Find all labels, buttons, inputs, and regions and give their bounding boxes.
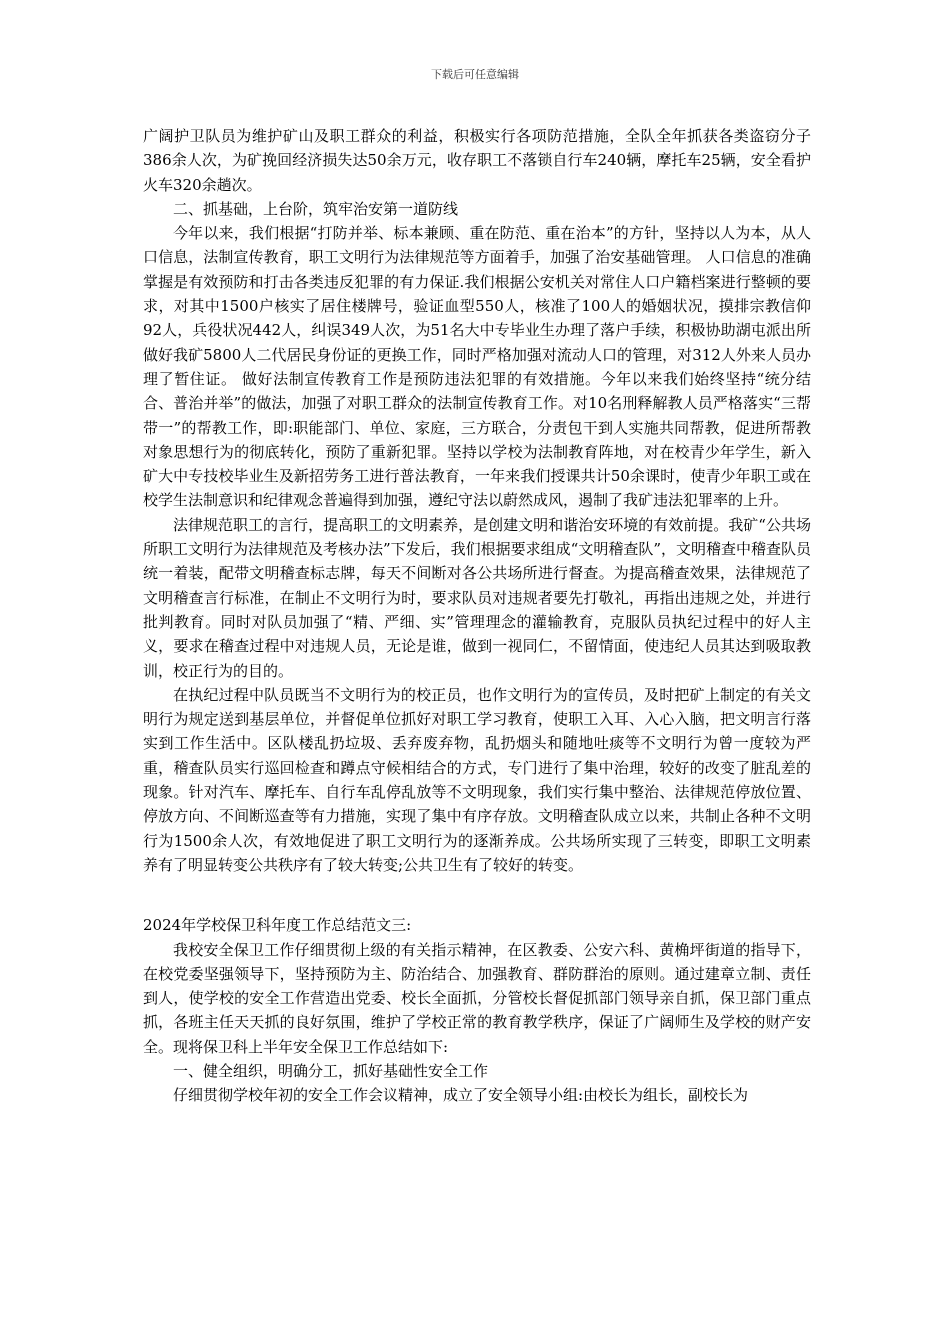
paragraph-6: 仔细贯彻学校年初的安全工作会议精神，成立了安全领导小组:由校长为组长，副校长为: [173, 1086, 749, 1105]
paragraph-1: 广阔护卫队员为维护矿山及职工群众的利益，积极实行各项防范措施，全队全年抓获各类盗窃分子386余人次，为矿挽回经济损失达50余万元，收存职工不落锁自行车240辆，摩托车25辆，安全看护火车320余趟次。: [143, 127, 811, 194]
page-header: 下载后可任意编辑: [431, 68, 519, 81]
paragraph-5: 我校安全保卫工作仔细贯彻上级的有关指示精神，在区教委、公安六科、黄桷坪街道的指导下，在校党委坚强领导下，坚持预防为主、防治结合、加强教育、群防群治的原则。通过建章立制、责任到人，使学校的安全工作营造出党委、校长全面抓，分管校长督促抓部门领导亲自抓，保卫部门重点抓，各班主任天天抓的良好氛围，维护了学校正常的教育教学秩序，保证了广阔师生及学校的财产安全。现将保卫科上半年安全保卫工作总结如下:: [143, 940, 811, 1056]
section-gap: [143, 877, 811, 913]
section-heading-1: 一、健全组织，明确分工，抓好基础性安全工作: [173, 1061, 489, 1080]
document-body: [143, 124, 811, 1108]
article-title-3: 2024年学校保卫科年度工作总结范文三:: [143, 916, 412, 935]
paragraph-3: 法律规范职工的言行，提高职工的文明素养，是创建文明和谐治安环境的有效前提。我矿“公共场所职工文明行为法律规范及考核办法”下发后，我们根据要求组成“文明稽查队”，文明稽查中稽查队员统一着装，配带文明稽查标志牌，每天不间断对各公共场所进行督查。为提高稽查效果，法律规范了文明稽查言行标准，在制止不文明行为时，要求队员对违规者要先打敬礼，再指出违规之处，并进行批判教育。同时对队员加强了“精、严细、实”管理理念的灌输教育，克服队员执纪过程中的好人主义，要求在稽查过程中对违规人员，无论是谁，做到一视同仁，不留情面，使违纪人员其达到吸取教训，校正行为的目的。: [143, 515, 812, 680]
section-heading-2: 二、抓基础，上台阶，筑牢治安第一道防线: [173, 199, 459, 218]
paragraph-2: 今年以来，我们根据“打防并举、标本兼顾、重在防范、重在治本”的方针，坚持以人为本，从人口信息，法制宣传教育，职工文明行为法律规范等方面着手，加强了治安基础管理。 人口信息的准确掌握是有效预防和打击各类违反犯罪的有力保证.我们根据公安机关对常住人口户籍档案进行整顿的要求，对其中1500户核实了居住楼牌号，验证血型550人，核准了100人的婚姻状况，摸排宗教信仰92人，兵役状况442人，纠误349人次，为51名大中专毕业生办理了落户手续，积极协助湖屯派出所做好我矿5800人二代居民身份证的更换工作，同时严格加强对流动人口的管理，对312人外来人员办理了暂住证。 做好法制宣传教育工作是预防违法犯罪的有效措施。今年以来我们始终坚持“统分结合、普治并举”的做法，加强了对职工群众的法制宣传教育工作。对10名刑释解教人员严格落实“三帮带一”的帮教工作，即:职能部门、单位、家庭，三方联合，分责包干到人实施共同帮教，促进所帮教对象思想行为的彻底转化，预防了重新犯罪。坚持以学校为法制教育阵地，对在校青少年学生，新入矿大中专技校毕业生及新招劳务工进行普法教育，一年来我们授课共计50余课时，使青少年职工或在校学生法制意识和纪律观念普遍得到加强，遵纪守法以蔚然成风，遏制了我矿违法犯罪率的上升。: [143, 224, 811, 510]
paragraph-4: 在执纪过程中队员既当不文明行为的校正员，也作文明行为的宣传员，及时把矿上制定的有关文明行为规定送到基层单位，并督促单位抓好对职工学习教育，使职工入耳、入心入脑，把文明言行落实到工作生活中。区队楼乱扔垃圾、丢弃废弃物，乱扔烟头和随地吐痰等不文明行为曾一度较为严重，稽查队员实行巡回检查和蹲点守候相结合的方式，专门进行了集中治理，较好的改变了脏乱差的现象。针对汽车、摩托车、自行车乱停乱放等不文明现象，我们实行集中整治、法律规范停放位置、停放方向、不间断巡查等有力措施，实现了集中有序存放。文明稽查队成立以来，共制止各种不文明行为1500余人次，有效地促进了职工文明行为的逐渐养成。公共场所实现了三转变，即职工文明素养有了明显转变公共秩序有了较大转变;公共卫生有了较好的转变。: [143, 685, 811, 874]
